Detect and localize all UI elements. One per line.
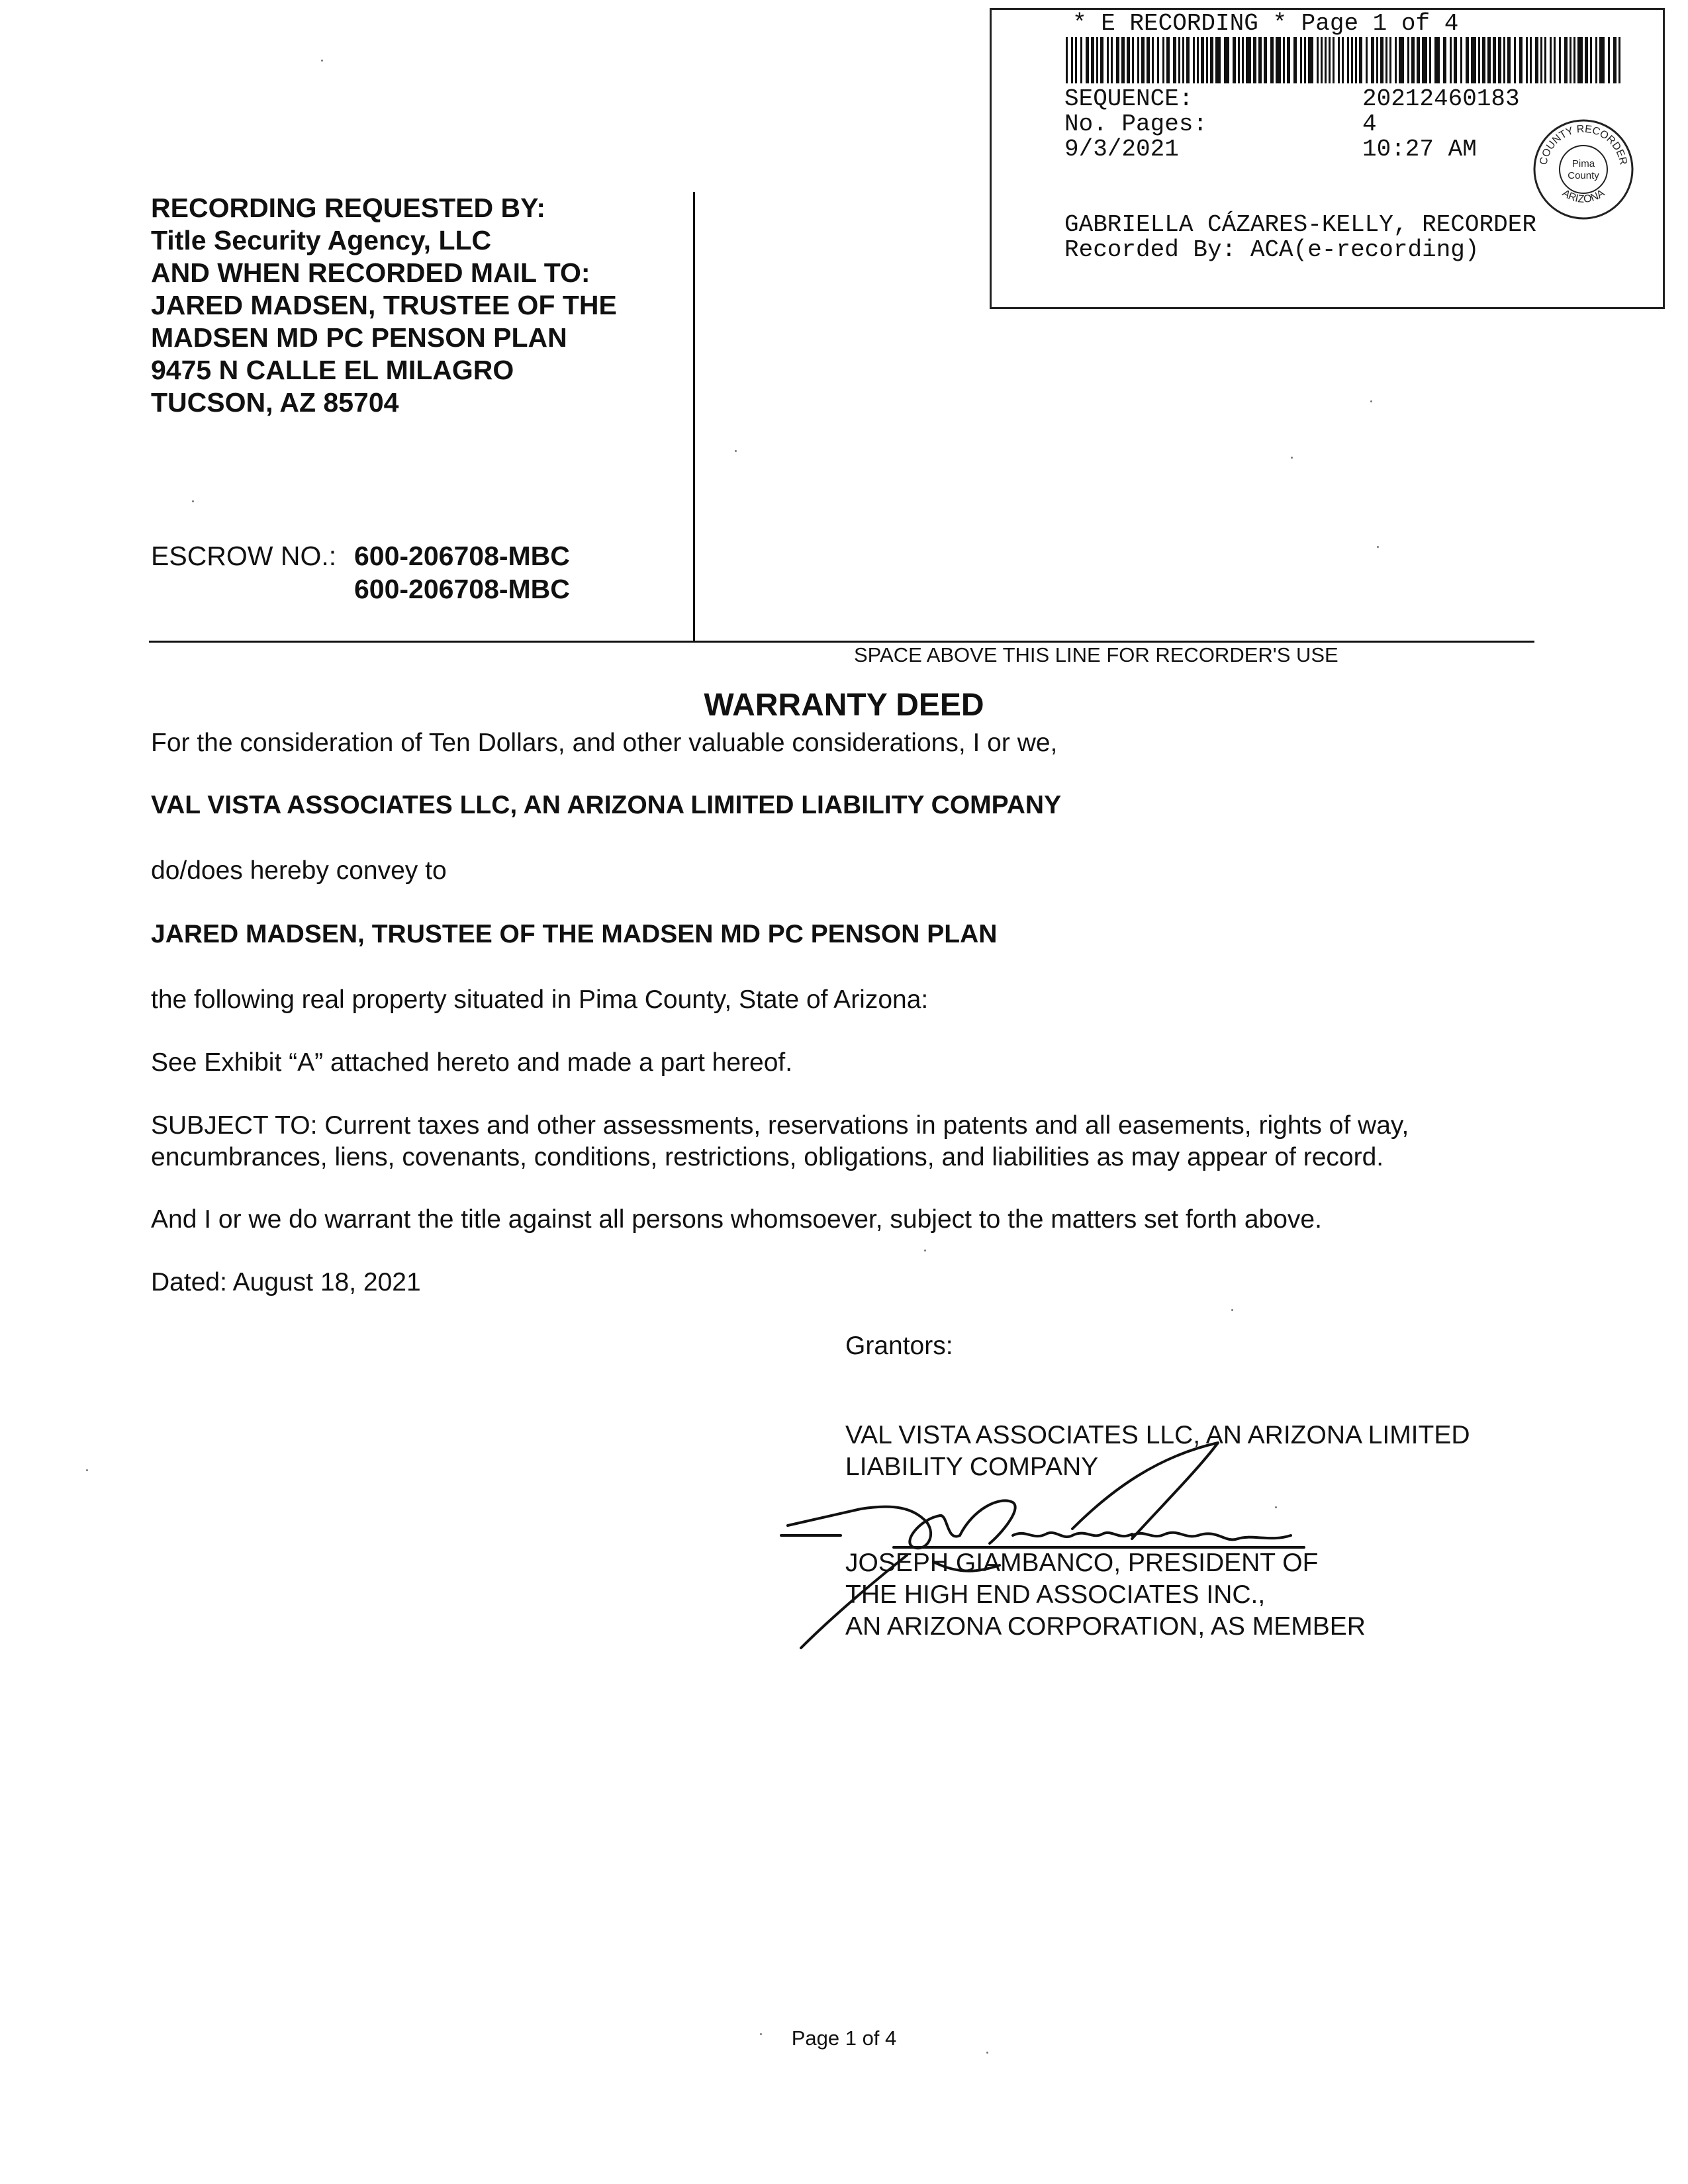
recording-date: 9/3/2021 bbox=[1064, 136, 1179, 163]
barcode-bar bbox=[1478, 37, 1480, 83]
grantee-name: JARED MADSEN, TRUSTEE OF THE MADSEN MD PC PENSON PLAN bbox=[151, 920, 998, 948]
barcode-bar bbox=[1178, 37, 1180, 83]
barcode-bar bbox=[1287, 37, 1290, 83]
barcode-bar bbox=[1434, 37, 1440, 83]
barcode-bar bbox=[1450, 37, 1452, 83]
mail-to-city: TUCSON, AZ 85704 bbox=[151, 387, 399, 418]
recorder-space-line bbox=[149, 641, 1534, 643]
barcode-bar bbox=[1166, 37, 1170, 83]
barcode-bar bbox=[1544, 37, 1546, 83]
barcode-bar bbox=[1554, 37, 1556, 83]
barcode-bar bbox=[1107, 37, 1109, 83]
barcode-bar bbox=[1100, 37, 1103, 83]
scan-speck bbox=[1291, 457, 1293, 459]
svg-text:ARIZONA bbox=[1560, 187, 1607, 205]
barcode-bar bbox=[1493, 37, 1496, 83]
barcode-bar bbox=[1137, 37, 1139, 83]
barcode-bar bbox=[1253, 37, 1256, 83]
barcode-bar bbox=[1317, 37, 1319, 83]
barcode-bar bbox=[1293, 37, 1297, 83]
barcode-bar bbox=[1215, 37, 1221, 83]
barcode-bar bbox=[1173, 37, 1176, 83]
scan-speck bbox=[1231, 1309, 1233, 1311]
barcode-bar bbox=[1577, 37, 1583, 83]
barcode-bar bbox=[1395, 37, 1397, 83]
escrow-number-1: 600-206708-MBC bbox=[354, 541, 570, 571]
barcode-bar bbox=[1417, 37, 1420, 83]
requesting-party: Title Security Agency, LLC bbox=[151, 225, 492, 255]
grantors-label: Grantors: bbox=[845, 1332, 953, 1360]
recording-time: 10:27 AM bbox=[1362, 136, 1477, 163]
scan-speck bbox=[924, 1250, 926, 1251]
mail-to-street: 9475 N CALLE EL MILAGRO bbox=[151, 355, 514, 385]
recording-requested-label: RECORDING REQUESTED BY: bbox=[151, 193, 546, 223]
sequence-label: SEQUENCE: bbox=[1064, 85, 1194, 113]
barcode-bar bbox=[1111, 37, 1113, 83]
barcode-bar bbox=[1608, 37, 1610, 83]
barcode-bar bbox=[1186, 37, 1190, 83]
barcode-bar bbox=[1371, 37, 1374, 83]
signer-line3: AN ARIZONA CORPORATION, AS MEMBER bbox=[845, 1612, 1366, 1641]
pages-value: 4 bbox=[1362, 111, 1377, 138]
escrow-label: ESCROW NO.: bbox=[151, 541, 337, 571]
barcode-bar bbox=[1613, 37, 1617, 83]
barcode-bar bbox=[1162, 37, 1164, 83]
barcode-bar bbox=[1466, 37, 1469, 83]
barcode-bar bbox=[1454, 37, 1457, 83]
barcode-bar bbox=[1276, 37, 1281, 83]
subject-to-line1: SUBJECT TO: Current taxes and other assessments, reservations in patents and all easements, rights of way, bbox=[151, 1111, 1409, 1140]
barcode-bar bbox=[1338, 37, 1340, 83]
barcode-bar bbox=[1157, 37, 1159, 83]
document-title: WARRANTY DEED bbox=[704, 688, 984, 723]
handwritten-signature bbox=[761, 1430, 1331, 1655]
barcode-bar bbox=[1471, 37, 1476, 83]
barcode-bar bbox=[1429, 37, 1431, 83]
barcode-bar bbox=[1304, 37, 1306, 83]
barcode-bar bbox=[1210, 37, 1213, 83]
scan-speck bbox=[735, 450, 737, 452]
barcode-bar bbox=[1321, 37, 1323, 83]
barcode-bar bbox=[1443, 37, 1446, 83]
barcode-bar bbox=[1127, 37, 1130, 83]
scan-speck bbox=[321, 60, 323, 62]
scan-speck bbox=[1370, 400, 1372, 402]
barcode-bar bbox=[1264, 37, 1267, 83]
barcode-bar bbox=[1407, 37, 1409, 83]
barcode-bar bbox=[1507, 37, 1511, 83]
barcode-bar bbox=[1351, 37, 1353, 83]
barcode-bar bbox=[1152, 37, 1154, 83]
barcode-bar bbox=[1514, 37, 1516, 83]
county-recorder-seal-icon bbox=[1530, 116, 1636, 222]
barcode-bar bbox=[1066, 37, 1068, 83]
barcode-bar bbox=[1599, 37, 1605, 83]
barcode-bar bbox=[1559, 37, 1561, 83]
barcode-bar bbox=[1258, 37, 1262, 83]
barcode-bar bbox=[1329, 37, 1331, 83]
scan-speck bbox=[986, 2052, 988, 2054]
barcode-bar bbox=[1300, 37, 1302, 83]
barcode-bar bbox=[1385, 37, 1387, 83]
barcode-bar bbox=[1121, 37, 1125, 83]
page-number: Page 1 of 4 bbox=[791, 2026, 897, 2050]
barcode-bar bbox=[1246, 37, 1251, 83]
barcode-bar bbox=[1233, 37, 1236, 83]
scan-speck bbox=[1275, 1506, 1277, 1508]
barcode-bar bbox=[1091, 37, 1094, 83]
barcode-bar bbox=[1618, 37, 1620, 83]
barcode-bar bbox=[1197, 37, 1199, 83]
property-text: the following real property situated in Pima County, State of Arizona: bbox=[151, 985, 929, 1014]
barcode-bar bbox=[1201, 37, 1204, 83]
barcode-bar bbox=[1206, 37, 1208, 83]
scan-speck bbox=[1377, 546, 1379, 548]
barcode-bar bbox=[1376, 37, 1378, 83]
barcode-bar bbox=[1487, 37, 1491, 83]
header-divider-vertical bbox=[693, 192, 695, 642]
barcode-bar bbox=[1389, 37, 1391, 83]
scan-speck bbox=[86, 1469, 88, 1471]
barcode bbox=[1066, 37, 1622, 83]
barcode-bar bbox=[1535, 37, 1538, 83]
warrant-text: And I or we do warrant the title against all persons whomsoever, subject to the matters set forth above. bbox=[151, 1205, 1322, 1234]
barcode-bar bbox=[1359, 37, 1362, 83]
barcode-bar bbox=[1355, 37, 1357, 83]
barcode-bar bbox=[1366, 37, 1368, 83]
barcode-bar bbox=[1399, 37, 1404, 83]
seal-top-text: COUNTY RECORDER bbox=[1538, 123, 1629, 166]
barcode-bar bbox=[1080, 37, 1082, 83]
subject-to-line2: encumbrances, liens, covenants, conditions, restrictions, obligations, and liabilities as may appear of record. bbox=[151, 1143, 1384, 1171]
barcode-bar bbox=[1325, 37, 1327, 83]
barcode-bar bbox=[1182, 37, 1184, 83]
seal-bottom-text: ARIZONA bbox=[1560, 187, 1607, 206]
barcode-bar bbox=[1270, 37, 1274, 83]
seal-center-bottom: County bbox=[1568, 170, 1599, 181]
barcode-bar bbox=[1224, 37, 1229, 83]
barcode-bar bbox=[1540, 37, 1542, 83]
barcode-bar bbox=[1573, 37, 1575, 83]
signer-line1: JOSEPH GIAMBANCO, PRESIDENT OF bbox=[845, 1549, 1319, 1577]
barcode-bar bbox=[1071, 37, 1073, 83]
barcode-bar bbox=[1503, 37, 1505, 83]
grantor-name: VAL VISTA ASSOCIATES LLC, AN ARIZONA LIMITED LIABILITY COMPANY bbox=[151, 791, 1062, 819]
barcode-bar bbox=[1564, 37, 1568, 83]
barcode-bar bbox=[1519, 37, 1523, 83]
grantor-company-line2: LIABILITY COMPANY bbox=[845, 1453, 1099, 1481]
mail-to-label: AND WHEN RECORDED MAIL TO: bbox=[151, 257, 590, 288]
pages-label: No. Pages: bbox=[1064, 111, 1208, 138]
consideration-text: For the consideration of Ten Dollars, and other valuable considerations, I or we, bbox=[151, 729, 1058, 757]
seal-center-top: Pima bbox=[1571, 158, 1595, 169]
barcode-bar bbox=[1482, 37, 1485, 83]
recording-header: * E RECORDING * Page 1 of 4 bbox=[1072, 10, 1459, 37]
barcode-bar bbox=[1308, 37, 1313, 83]
recorder-name: GABRIELLA CÁZARES-KELLY, RECORDER bbox=[1064, 211, 1536, 238]
sequence-value: 20212460183 bbox=[1362, 85, 1520, 113]
barcode-bar bbox=[1096, 37, 1098, 83]
barcode-bar bbox=[1498, 37, 1501, 83]
escrow-number-2: 600-206708-MBC bbox=[354, 574, 570, 604]
barcode-bar bbox=[1526, 37, 1528, 83]
barcode-bar bbox=[1550, 37, 1552, 83]
barcode-bar bbox=[1242, 37, 1244, 83]
barcode-bar bbox=[1460, 37, 1462, 83]
recorder-space-note: SPACE ABOVE THIS LINE FOR RECORDER'S USE bbox=[854, 643, 1338, 666]
scan-speck bbox=[192, 500, 194, 502]
barcode-bar bbox=[1590, 37, 1592, 83]
barcode-bar bbox=[1283, 37, 1285, 83]
barcode-bar bbox=[1132, 37, 1134, 83]
barcode-bar bbox=[1147, 37, 1150, 83]
barcode-bar bbox=[1530, 37, 1532, 83]
barcode-bar bbox=[1585, 37, 1588, 83]
mail-to-name-line2: MADSEN MD PC PENSON PLAN bbox=[151, 322, 567, 353]
mail-to-name-line1: JARED MADSEN, TRUSTEE OF THE bbox=[151, 290, 617, 320]
grantor-company-line1: VAL VISTA ASSOCIATES LLC, AN ARIZONA LIMITED bbox=[845, 1421, 1470, 1449]
barcode-bar bbox=[1238, 37, 1240, 83]
barcode-bar bbox=[1347, 37, 1349, 83]
signer-line2: THE HIGH END ASSOCIATES INC., bbox=[845, 1580, 1266, 1609]
barcode-bar bbox=[1342, 37, 1344, 83]
barcode-bar bbox=[1141, 37, 1145, 83]
dated-text: Dated: August 18, 2021 bbox=[151, 1268, 421, 1297]
barcode-bar bbox=[1570, 37, 1571, 83]
barcode-bar bbox=[1075, 37, 1077, 83]
barcode-bar bbox=[1333, 37, 1335, 83]
barcode-bar bbox=[1422, 37, 1427, 83]
barcode-bar bbox=[1411, 37, 1415, 83]
barcode-bar bbox=[1380, 37, 1383, 83]
barcode-bar bbox=[1086, 37, 1089, 83]
recorded-by: Recorded By: ACA(e-recording) bbox=[1064, 236, 1479, 263]
barcode-bar bbox=[1595, 37, 1597, 83]
barcode-bar bbox=[1116, 37, 1119, 83]
exhibit-text: See Exhibit “A” attached hereto and made a part hereof. bbox=[151, 1048, 793, 1077]
barcode-bar bbox=[1193, 37, 1195, 83]
convey-text: do/does hereby convey to bbox=[151, 856, 447, 885]
